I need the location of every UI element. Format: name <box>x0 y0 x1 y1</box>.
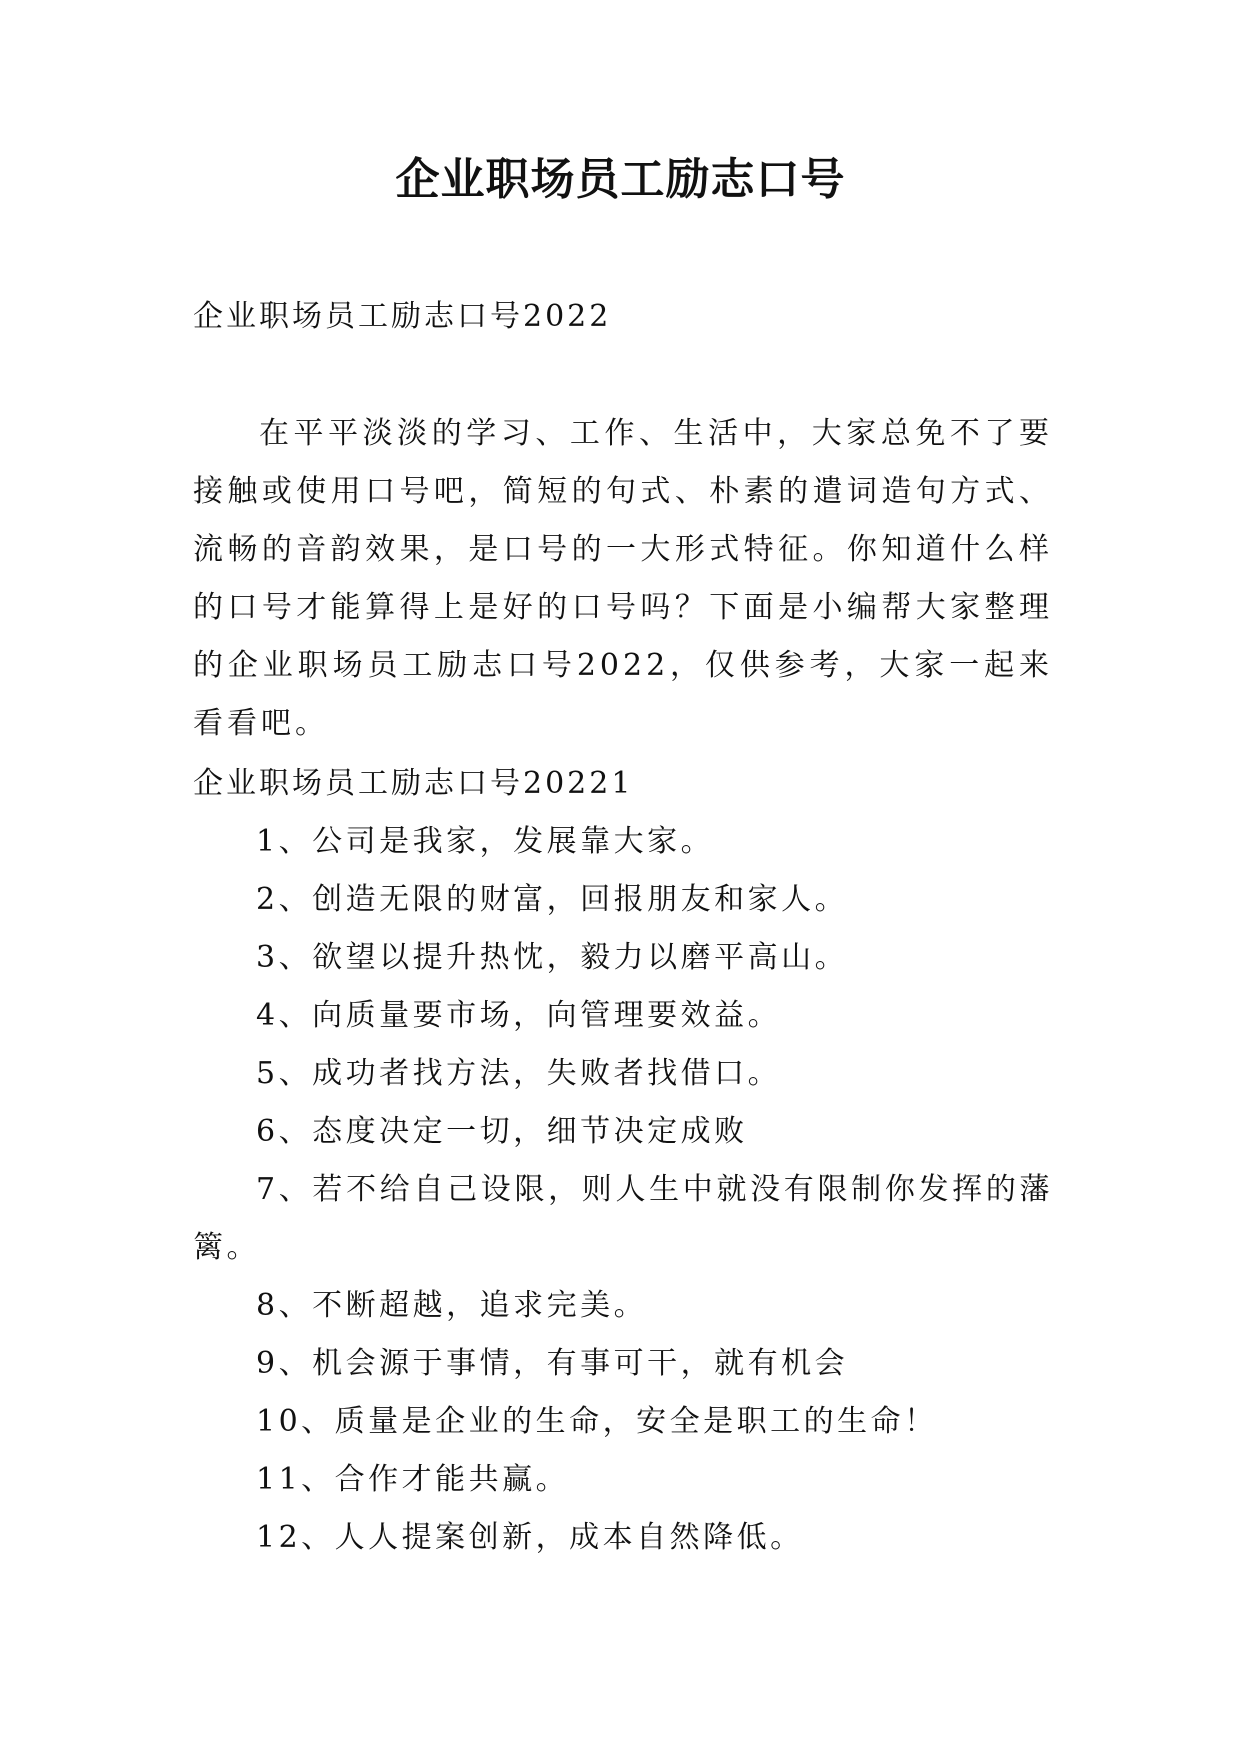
slogan-item: 10、质量是企业的生命，安全是职工的生命！ <box>256 1404 938 1439</box>
slogan-list <box>193 813 1053 1567</box>
slogan-item: 8、不断超越，追求完美。 <box>256 1288 648 1323</box>
slogan-item: 4、向质量要市场，向管理要效益。 <box>256 998 782 1033</box>
document-title: 企业职场员工励志口号 <box>395 154 846 205</box>
section-heading: 企业职场员工励志口号20221 <box>193 766 634 801</box>
slogan-item: 12、人人提案创新，成本自然降低。 <box>256 1520 804 1555</box>
intro-paragraph: 在平平淡淡的学习、工作、生活中，大家总免不了要接触或使用口号吧，简短的句式、朴素的遣词造句方式、流畅的音韵效果，是口号的一大形式特征。你知道什么样的口号才能算得上是好的口号吗？下面是小编帮大家整理的企业职场员工励志口号2022，仅供参考，大家一起来看看吧。 <box>193 416 1053 741</box>
slogan-item: 7、若不给自己设限，则人生中就没有限制你发挥的藩篱。 <box>193 1172 1053 1265</box>
slogan-item: 3、欲望以提升热忱，毅力以磨平高山。 <box>256 940 849 975</box>
slogan-item: 1、公司是我家，发展靠大家。 <box>256 824 715 859</box>
slogan-item: 2、创造无限的财富，回报朋友和家人。 <box>256 882 849 917</box>
document-subtitle: 企业职场员工励志口号2022 <box>193 299 612 334</box>
slogan-item: 6、态度决定一切，细节决定成败 <box>256 1114 748 1149</box>
slogan-item: 9、机会源于事情，有事可干，就有机会 <box>256 1346 849 1381</box>
slogan-item: 5、成功者找方法，失败者找借口。 <box>256 1056 782 1091</box>
slogan-item: 11、合作才能共赢。 <box>256 1462 570 1497</box>
